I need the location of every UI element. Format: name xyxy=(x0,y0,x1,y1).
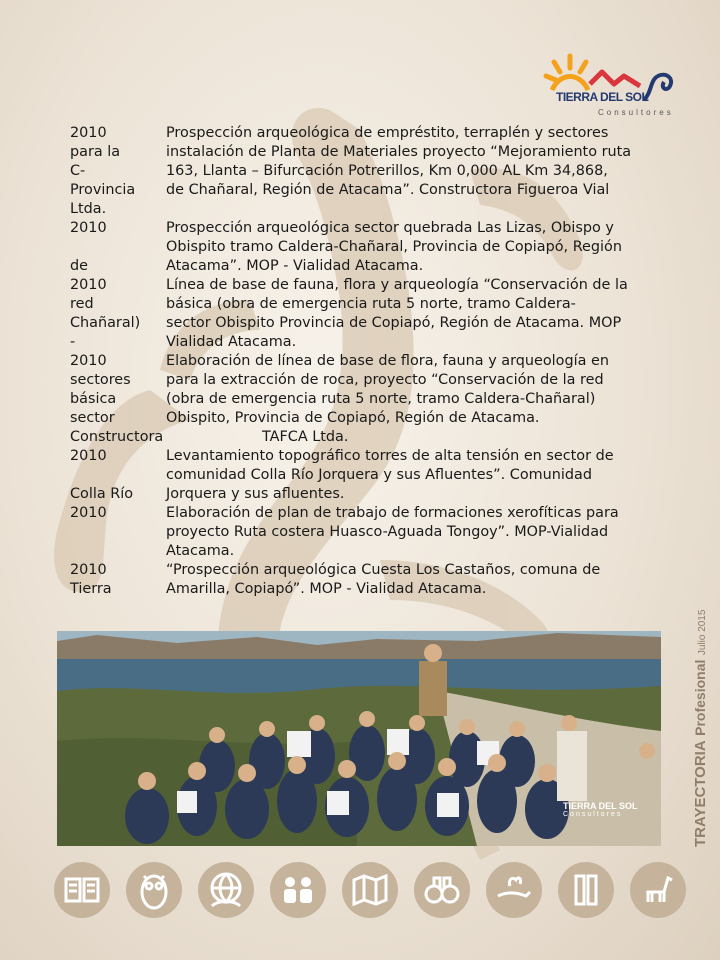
entry-line xyxy=(70,428,670,447)
entry-text: para la extracción de roca, proyecto “Conservación de la red xyxy=(166,372,604,388)
side-title-date: Julio 2015 xyxy=(697,609,708,656)
photo-watermark-tagline: Consultores xyxy=(563,811,623,818)
photo-watermark-name: TIERRA DEL SOL xyxy=(563,801,638,811)
project-entry xyxy=(70,561,670,599)
entry-text: Prospección arqueológica sector quebrada Las Lizas, Obispo y xyxy=(166,220,614,236)
entry-label: 2010 xyxy=(70,277,107,293)
entry-line xyxy=(70,561,670,580)
entry-label: Chañaral) xyxy=(70,315,141,331)
project-entry xyxy=(70,504,670,561)
entry-text: Atacama. xyxy=(166,543,235,559)
entry-label: 2010 xyxy=(70,220,107,236)
entry-text: Atacama”. MOP - Vialidad Atacama. xyxy=(166,258,424,274)
project-entry xyxy=(70,447,670,504)
entry-label: 2010 xyxy=(70,505,107,521)
entry-text: Vialidad Atacama. xyxy=(166,334,297,350)
gate-icon xyxy=(558,862,614,918)
project-entry xyxy=(70,352,670,447)
entry-line xyxy=(70,580,670,599)
book-icon xyxy=(54,862,110,918)
entry-text: Obispito, Provincia de Copiapó, Región de Atacama. xyxy=(166,410,540,426)
entry-line xyxy=(70,409,670,428)
entry-label xyxy=(70,523,166,542)
entry-text: Obispito tramo Caldera-Chañaral, Provincia de Copiapó, Región xyxy=(166,239,622,255)
entry-label xyxy=(70,466,166,485)
entry-text xyxy=(166,200,670,219)
entry-label: C- xyxy=(70,163,86,179)
entry-label: básica xyxy=(70,391,117,407)
icon-row xyxy=(50,862,690,922)
entry-text: sector Obispito Provincia de Copiapó, Región de Atacama. MOP xyxy=(166,315,622,331)
hand-icon xyxy=(486,862,542,918)
entry-text: Prospección arqueológica de empréstito, terraplén y sectores xyxy=(166,125,609,141)
entry-label: sector xyxy=(70,410,115,426)
entry-line xyxy=(70,447,670,466)
entry-text: “Prospección arqueológica Cuesta Los Castaños, comuna de xyxy=(166,562,601,578)
entry-line xyxy=(70,276,670,295)
entry-line xyxy=(70,542,670,561)
side-title-main: TRAYECTORIA xyxy=(692,740,709,847)
entry-label: Ltda. xyxy=(70,201,107,217)
entry-text: Amarilla, Copiapó”. MOP - Vialidad Atacama. xyxy=(166,581,487,597)
map-icon xyxy=(342,862,398,918)
entry-label: sectores xyxy=(70,372,131,388)
entry-text: instalación de Planta de Materiales proyecto “Mejoramiento ruta xyxy=(166,144,632,160)
entry-label: de xyxy=(70,258,88,274)
entry-line xyxy=(70,352,670,371)
entry-text: básica (obra de emergencia ruta 5 norte, tramo Caldera- xyxy=(166,296,576,312)
entry-label: - xyxy=(70,334,76,350)
entry-text: de Chañaral, Región de Atacama”. Constructora Figueroa Vial xyxy=(166,182,610,198)
globe-icon xyxy=(198,862,254,918)
entry-line xyxy=(70,257,670,276)
entry-label xyxy=(70,238,166,257)
entry-label: 2010 xyxy=(70,353,107,369)
binoculars-icon xyxy=(414,862,470,918)
entry-line xyxy=(70,485,670,504)
company-logo xyxy=(540,50,690,120)
entry-line xyxy=(70,523,670,542)
entry-text: Elaboración de plan de trabajo de formaciones xerofíticas para xyxy=(166,505,619,521)
entry-label: Tierra xyxy=(70,581,112,597)
entry-line xyxy=(70,314,670,333)
project-entry xyxy=(70,219,670,276)
entry-label: Colla Río xyxy=(70,486,134,502)
photo-watermark-logo xyxy=(563,801,653,818)
entry-line xyxy=(70,466,670,485)
people-icon xyxy=(270,862,326,918)
entry-label: 2010 xyxy=(70,562,107,578)
project-entry xyxy=(70,124,670,219)
entry-text: Línea de base de fauna, flora y arqueología “Conservación de la xyxy=(166,277,628,293)
entry-text: Levantamiento topográfico torres de alta tensión en sector de xyxy=(166,448,614,464)
project-entry xyxy=(70,276,670,352)
group-photo xyxy=(57,631,661,846)
entry-line xyxy=(70,143,670,162)
entry-line xyxy=(70,162,670,181)
entry-line xyxy=(70,371,670,390)
owl-icon xyxy=(126,862,182,918)
entry-label: Provincia xyxy=(70,182,136,198)
llama-icon xyxy=(630,862,686,918)
entry-text: comunidad Colla Río Jorquera y sus Afluentes”. Comunidad xyxy=(166,467,592,483)
entry-label: red xyxy=(70,296,94,312)
logo-name: TIERRA DEL SOL xyxy=(556,90,649,104)
entry-label: para la xyxy=(70,144,121,160)
entry-text: TAFCA Ltda. xyxy=(262,429,349,445)
side-title xyxy=(672,609,709,847)
entry-label: 2010 xyxy=(70,448,107,464)
side-title-profesional: Profesional xyxy=(692,659,708,736)
logo-tagline: Consultores xyxy=(598,108,674,117)
entry-text: Jorquera y sus afluentes. xyxy=(166,486,345,502)
entry-text: (obra de emergencia ruta 5 norte, tramo Caldera-Chañaral) xyxy=(166,391,596,407)
entry-text: 163, Llanta – Bifurcación Potrerillos, Km 0,000 AL Km 34,868, xyxy=(166,163,608,179)
entry-label xyxy=(70,542,166,561)
entry-text: Elaboración de línea de base de flora, fauna y arqueología en xyxy=(166,353,609,369)
entry-line xyxy=(70,219,670,238)
entry-text: proyecto Ruta costera Huasco-Aguada Tongoy”. MOP-Vialidad xyxy=(166,524,609,540)
entry-line xyxy=(70,181,670,200)
entry-label: Constructora xyxy=(70,429,164,445)
project-list xyxy=(70,124,670,599)
entry-line xyxy=(70,124,670,143)
entry-line xyxy=(70,238,670,257)
entry-line xyxy=(70,504,670,523)
entry-line xyxy=(70,390,670,409)
entry-line xyxy=(70,333,670,352)
entry-line xyxy=(70,200,670,219)
entry-label: 2010 xyxy=(70,125,107,141)
entry-line xyxy=(70,295,670,314)
